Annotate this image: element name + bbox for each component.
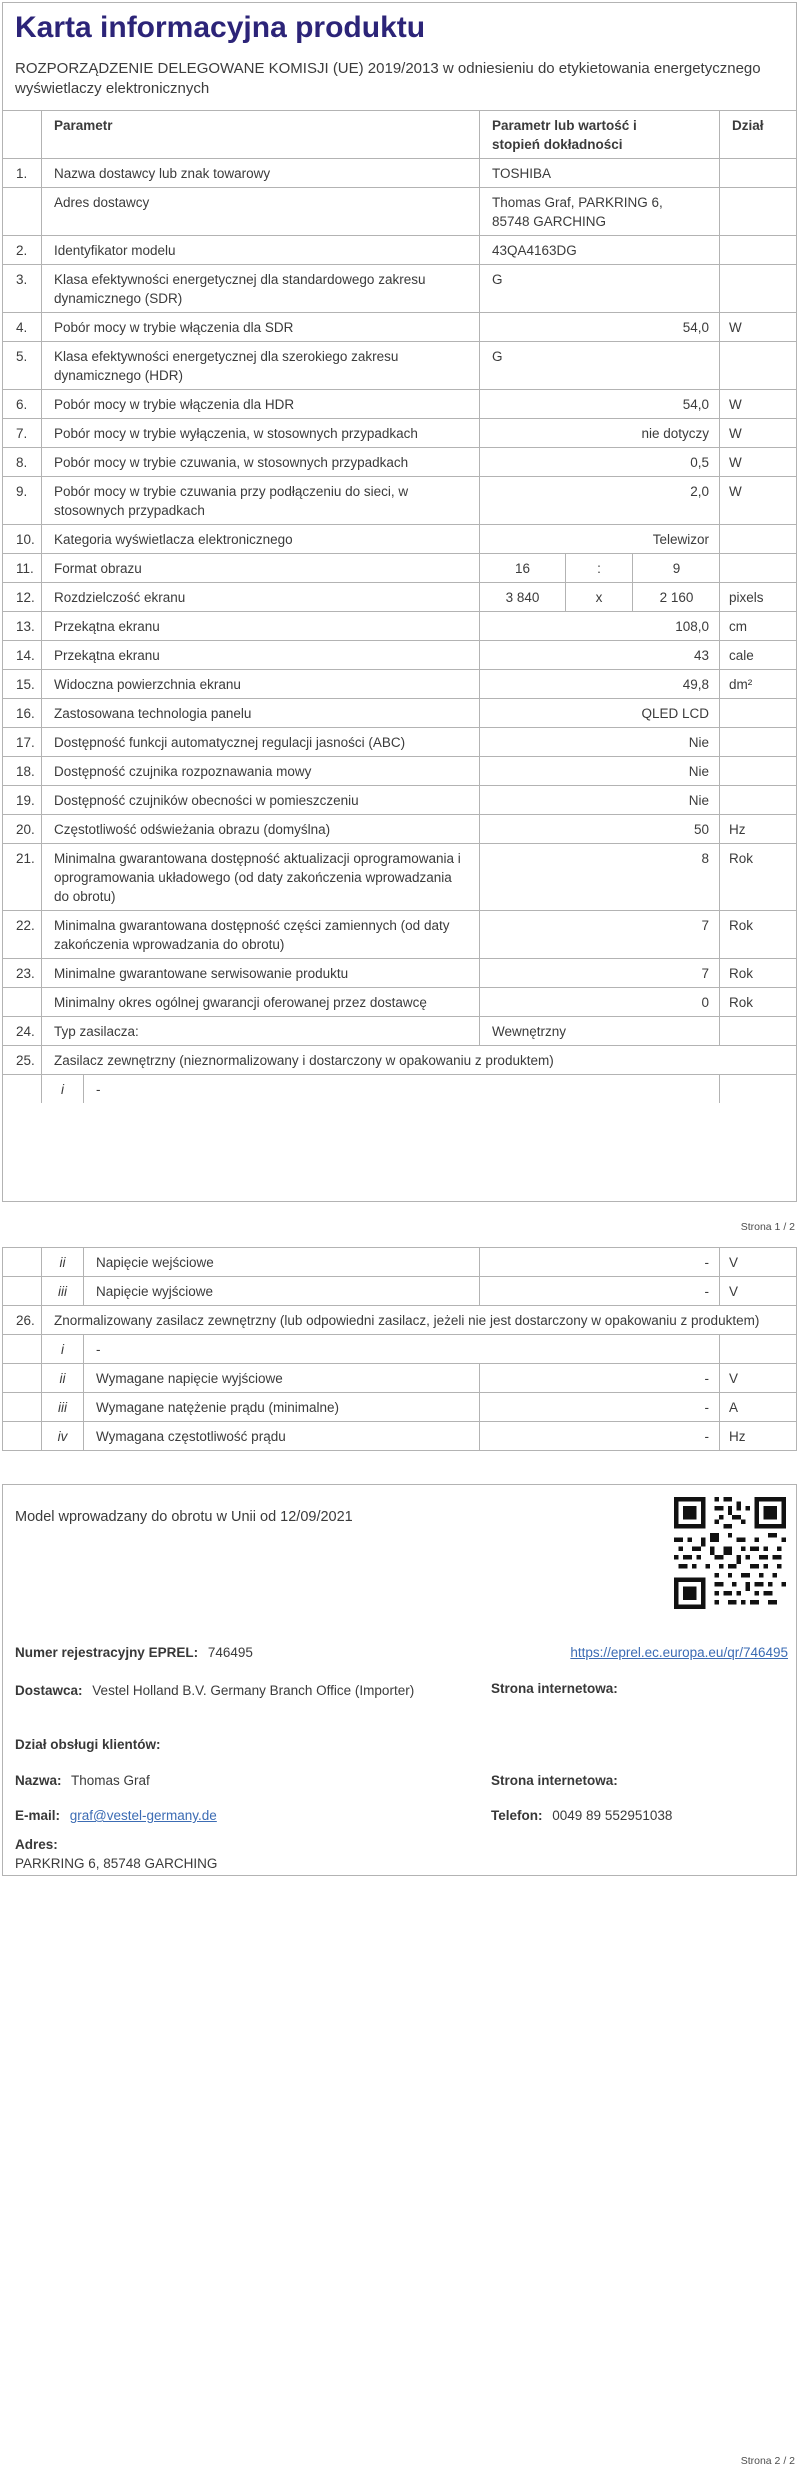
qr-code (674, 1497, 786, 1609)
table-row: 7. Pobór mocy w trybie wyłączenia, w stosownych przypadkach nie dotyczy W (3, 419, 796, 448)
table-row: 2. Identyfikator modelu 43QA4163DG (3, 236, 796, 265)
table-header-row (3, 111, 796, 159)
table-row: 12. Rozdzielczość ekranu 3 840 x 2 160 pixels (3, 583, 796, 612)
phone-label: Telefon: (491, 1808, 543, 1823)
product-table (3, 110, 796, 1103)
phone-line (491, 1808, 672, 1823)
supplier-value: Vestel Holland B.V. Germany Branch Office (Importer) (92, 1683, 415, 1698)
table-row: 5. Klasa efektywności energetycznej dla szerokiego zakresu dynamicznego (HDR) G (3, 342, 796, 390)
email-line (15, 1808, 217, 1823)
table-subrow: ii Napięcie wejściowe - V (3, 1248, 796, 1277)
table-row: 8. Pobór mocy w trybie czuwania, w stosownych przypadkach 0,5 W (3, 448, 796, 477)
table-row: 15. Widoczna powierzchnia ekranu 49,8 dm² (3, 670, 796, 699)
eprel-number: 746495 (207, 1645, 253, 1660)
address-value: PARKRING 6, 85748 GARCHING (15, 1856, 218, 1871)
table-row: 16. Zastosowana technologia panelu QLED LCD (3, 699, 796, 728)
table-row-span: 26. Znormalizowany zasilacz zewnętrzny (lub odpowiedni zasilacz, jeżeli nie jest dostarczony w opakowaniu z produktem) (3, 1306, 796, 1335)
website-label-1: Strona internetowa: (491, 1681, 618, 1696)
header-value: Parametr lub wartość i stopień dokładności (492, 117, 637, 152)
phone-value: 0049 89 552951038 (552, 1808, 673, 1823)
table-row-span: 25. Zasilacz zewnętrzny (nieznormalizowany i dostarczony w opakowaniu z produktem) (3, 1046, 796, 1075)
eprel-url-link[interactable]: https://eprel.ec.europa.eu/qr/746495 (570, 1645, 788, 1660)
eprel-label: Numer rejestracyjny EPREL: (15, 1645, 199, 1660)
contact-name-line (15, 1773, 150, 1788)
address-label: Adres: (15, 1837, 58, 1852)
supplier-line (15, 1681, 481, 1701)
table-row: 10. Kategoria wyświetlacza elektronicznego Telewizor (3, 525, 796, 554)
table-row: 20. Częstotliwość odświeżania obrazu (domyślna) 50 Hz (3, 815, 796, 844)
resolution-cells: 3 840 x 2 160 (479, 583, 719, 611)
table-subrow: iv Wymagana częstotliwość prądu - Hz (3, 1422, 796, 1450)
website-label-2: Strona internetowa: (491, 1773, 618, 1788)
table-row: 14. Przekątna ekranu 43 cale (3, 641, 796, 670)
table-row: 17. Dostępność funkcji automatycznej regulacji jasności (ABC) Nie (3, 728, 796, 757)
page2-table-box (2, 1247, 797, 1451)
page1-box (2, 2, 797, 1202)
table-row: Adres dostawcy Thomas Graf, PARKRING 6, 85748 GARCHING (3, 188, 796, 236)
table-row: 3. Klasa efektywności energetycznej dla standardowego zakresu dynamicznego (SDR) G (3, 265, 796, 313)
table-subrow: iii Napięcie wyjściowe - V (3, 1277, 796, 1306)
table-row: 9. Pobór mocy w trybie czuwania przy podłączeniu do sieci, w stosownych przypadkach 2,0 W (3, 477, 796, 525)
table-row: 23. Minimalne gwarantowane serwisowanie produktu 7 Rok (3, 959, 796, 988)
header-num-cell (3, 111, 41, 158)
page-subtitle: ROZPORZĄDZENIE DELEGOWANE KOMISJI (UE) 2019/2013 w odniesieniu do etykietowania energetycznego wyświetlaczy elektronicznych (15, 60, 761, 97)
eprel-registration (15, 1645, 253, 1660)
table-row: 6. Pobór mocy w trybie włączenia dla HDR 54,0 W (3, 390, 796, 419)
table-subrow: iii Wymagane natężenie prądu (minimalne) - A (3, 1393, 796, 1422)
power-supply-table (3, 1248, 796, 1450)
table-subrow: i - (3, 1075, 796, 1103)
table-row: 19. Dostępność czujników obecności w pomieszczeniu Nie (3, 786, 796, 815)
table-row: 18. Dostępność czujnika rozpoznawania mowy Nie (3, 757, 796, 786)
table-subrow: ii Wymagane napięcie wyjściowe - V (3, 1364, 796, 1393)
table-row: 11. Format obrazu 16 : 9 (3, 554, 796, 583)
aspect-ratio-cells: 16 : 9 (479, 554, 719, 582)
name-label: Nazwa: (15, 1773, 62, 1788)
table-row: 22. Minimalna gwarantowana dostępność części zamiennych (od daty zakończenia wprowadzania do obrotu) 7 Rok (3, 911, 796, 959)
page2-footer: Strona 2 / 2 (740, 2455, 795, 2467)
table-row: Minimalny okres ogólnej gwarancji oferowanej przez dostawcę 0 Rok (3, 988, 796, 1017)
table-row: 21. Minimalna gwarantowana dostępność aktualizacji oprogramowania i oprogramowania układowego (od daty zakończenia wprowadzania do obrotu) 8 Rok (3, 844, 796, 911)
header-param: Parametr (41, 111, 479, 158)
page-title: Karta informacyjna produktu (15, 11, 426, 44)
table-subrow: i - (3, 1335, 796, 1364)
table-row: 1. Nazwa dostawcy lub znak towarowy TOSHIBA (3, 159, 796, 188)
model-intro: Model wprowadzany do obrotu w Unii od 12/09/2021 (15, 1509, 353, 1525)
header-section: Dział (719, 111, 796, 158)
name-value: Thomas Graf (71, 1773, 150, 1788)
customer-service-label: Dział obsługi klientów: (15, 1737, 161, 1752)
table-row: 13. Przekątna ekranu 108,0 cm (3, 612, 796, 641)
table-row: 24. Typ zasilacza: Wewnętrzny (3, 1017, 796, 1046)
table-row: 4. Pobór mocy w trybie włączenia dla SDR 54,0 W (3, 313, 796, 342)
email-label: E-mail: (15, 1808, 61, 1823)
registration-info-box (2, 1484, 797, 1876)
supplier-label: Dostawca: (15, 1683, 83, 1698)
email-link[interactable]: graf@vestel-germany.de (69, 1808, 217, 1823)
page1-footer: Strona 1 / 2 (740, 1221, 795, 1233)
